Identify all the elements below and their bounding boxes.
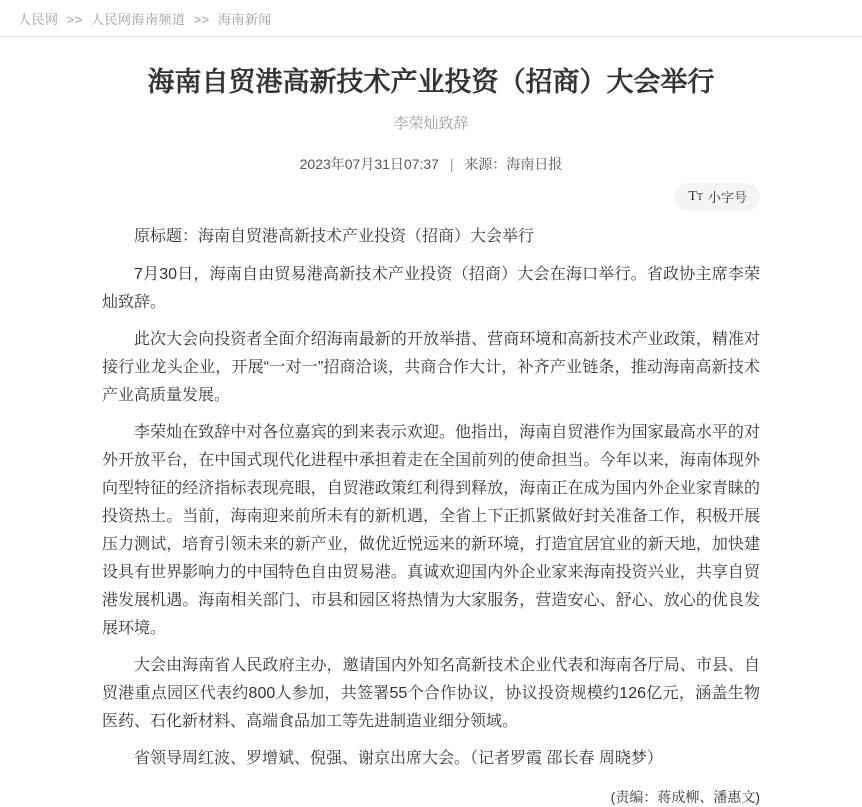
paragraph-2: 此次大会向投资者全面介绍海南最新的开放举措、营商环境和高新技术产业政策，精准对接行业龙头企业，开展“一对一”招商洽谈，共商合作大计，补齐产业链条，推动海南高新技术产业高质量发展。 — [102, 331, 760, 404]
article-body — [102, 223, 760, 773]
article-subtitle: 李荣灿致辞 — [393, 115, 469, 132]
article-meta — [102, 154, 760, 174]
paragraph-5: 省领导周红波、罗增斌、倪强、谢京出席大会。（记者罗霞 邵长春 周晓梦） — [134, 750, 663, 767]
font-size-icon: TT — [688, 189, 703, 204]
article-title: 海南自贸港高新技术产业投资（招商）大会举行 — [147, 67, 715, 97]
paragraph-3: 李荣灿在致辞中对各位嘉宾的到来表示欢迎。他指出，海南自贸港作为国家最高水平的对外开放平台，在中国式现代化进程中承担着走在全国前列的使命担当。今年以来，海南体现外向型特征的经济指标表现亮眼，自贸港政策红利得到释放，海南正在成为国内外企业家青睐的投资热土。当前，海南迎来前所未有的新机遇，全省上下正抓紧做好封关准备工作，积极开展压力测试，培育引领未来的新产业，做优近悦远来的新环境，打造宜居宜业的新天地，加快建设具有世界影响力的中国特色自由贸易港。真诚欢迎国内外企业家来海南投资兴业，共享自贸港发展机遇。海南相关部门、市县和园区将热情为大家服务，营造安心、舒心、放心的优良发展环境。 — [102, 424, 760, 637]
original-title-line: 原标题：海南自贸港高新技术产业投资（招商）大会举行 — [134, 228, 535, 245]
meta-separator: | — [449, 156, 454, 172]
font-size-label: 小字号 — [707, 190, 747, 205]
breadcrumb-link-hainan-news[interactable]: 海南新闻 — [217, 12, 272, 27]
header-divider — [0, 36, 862, 37]
article-container — [102, 65, 760, 807]
breadcrumb-separator: >> — [193, 12, 210, 27]
editor-credit: (责编：蒋成柳、潘惠文) — [610, 789, 760, 805]
article-toolbar — [102, 183, 760, 209]
source-link[interactable]: 海南日报 — [506, 156, 563, 172]
breadcrumb — [0, 0, 862, 36]
breadcrumb-separator: >> — [66, 12, 83, 27]
breadcrumb-link-hainan-channel[interactable]: 人民网海南频道 — [90, 12, 186, 27]
font-size-button[interactable] — [675, 183, 760, 211]
paragraph-4: 大会由海南省人民政府主办，邀请国内外知名高新技术企业代表和海南各厅局、市县、自贸港重点园区代表约800人参加，共签署55个合作协议，协议投资规模约126亿元，涵盖生物医药、石化新材料、高端食品加工等先进制造业细分领域。 — [102, 657, 760, 730]
paragraph-1: 7月30日，海南自由贸易港高新技术产业投资（招商）大会在海口举行。省政协主席李荣灿致辞。 — [102, 266, 760, 311]
publish-date: 2023年07月31日07:37 — [299, 156, 439, 172]
source-label: 来源： — [464, 156, 507, 172]
breadcrumb-link-peoples-daily[interactable]: 人民网 — [18, 12, 59, 27]
